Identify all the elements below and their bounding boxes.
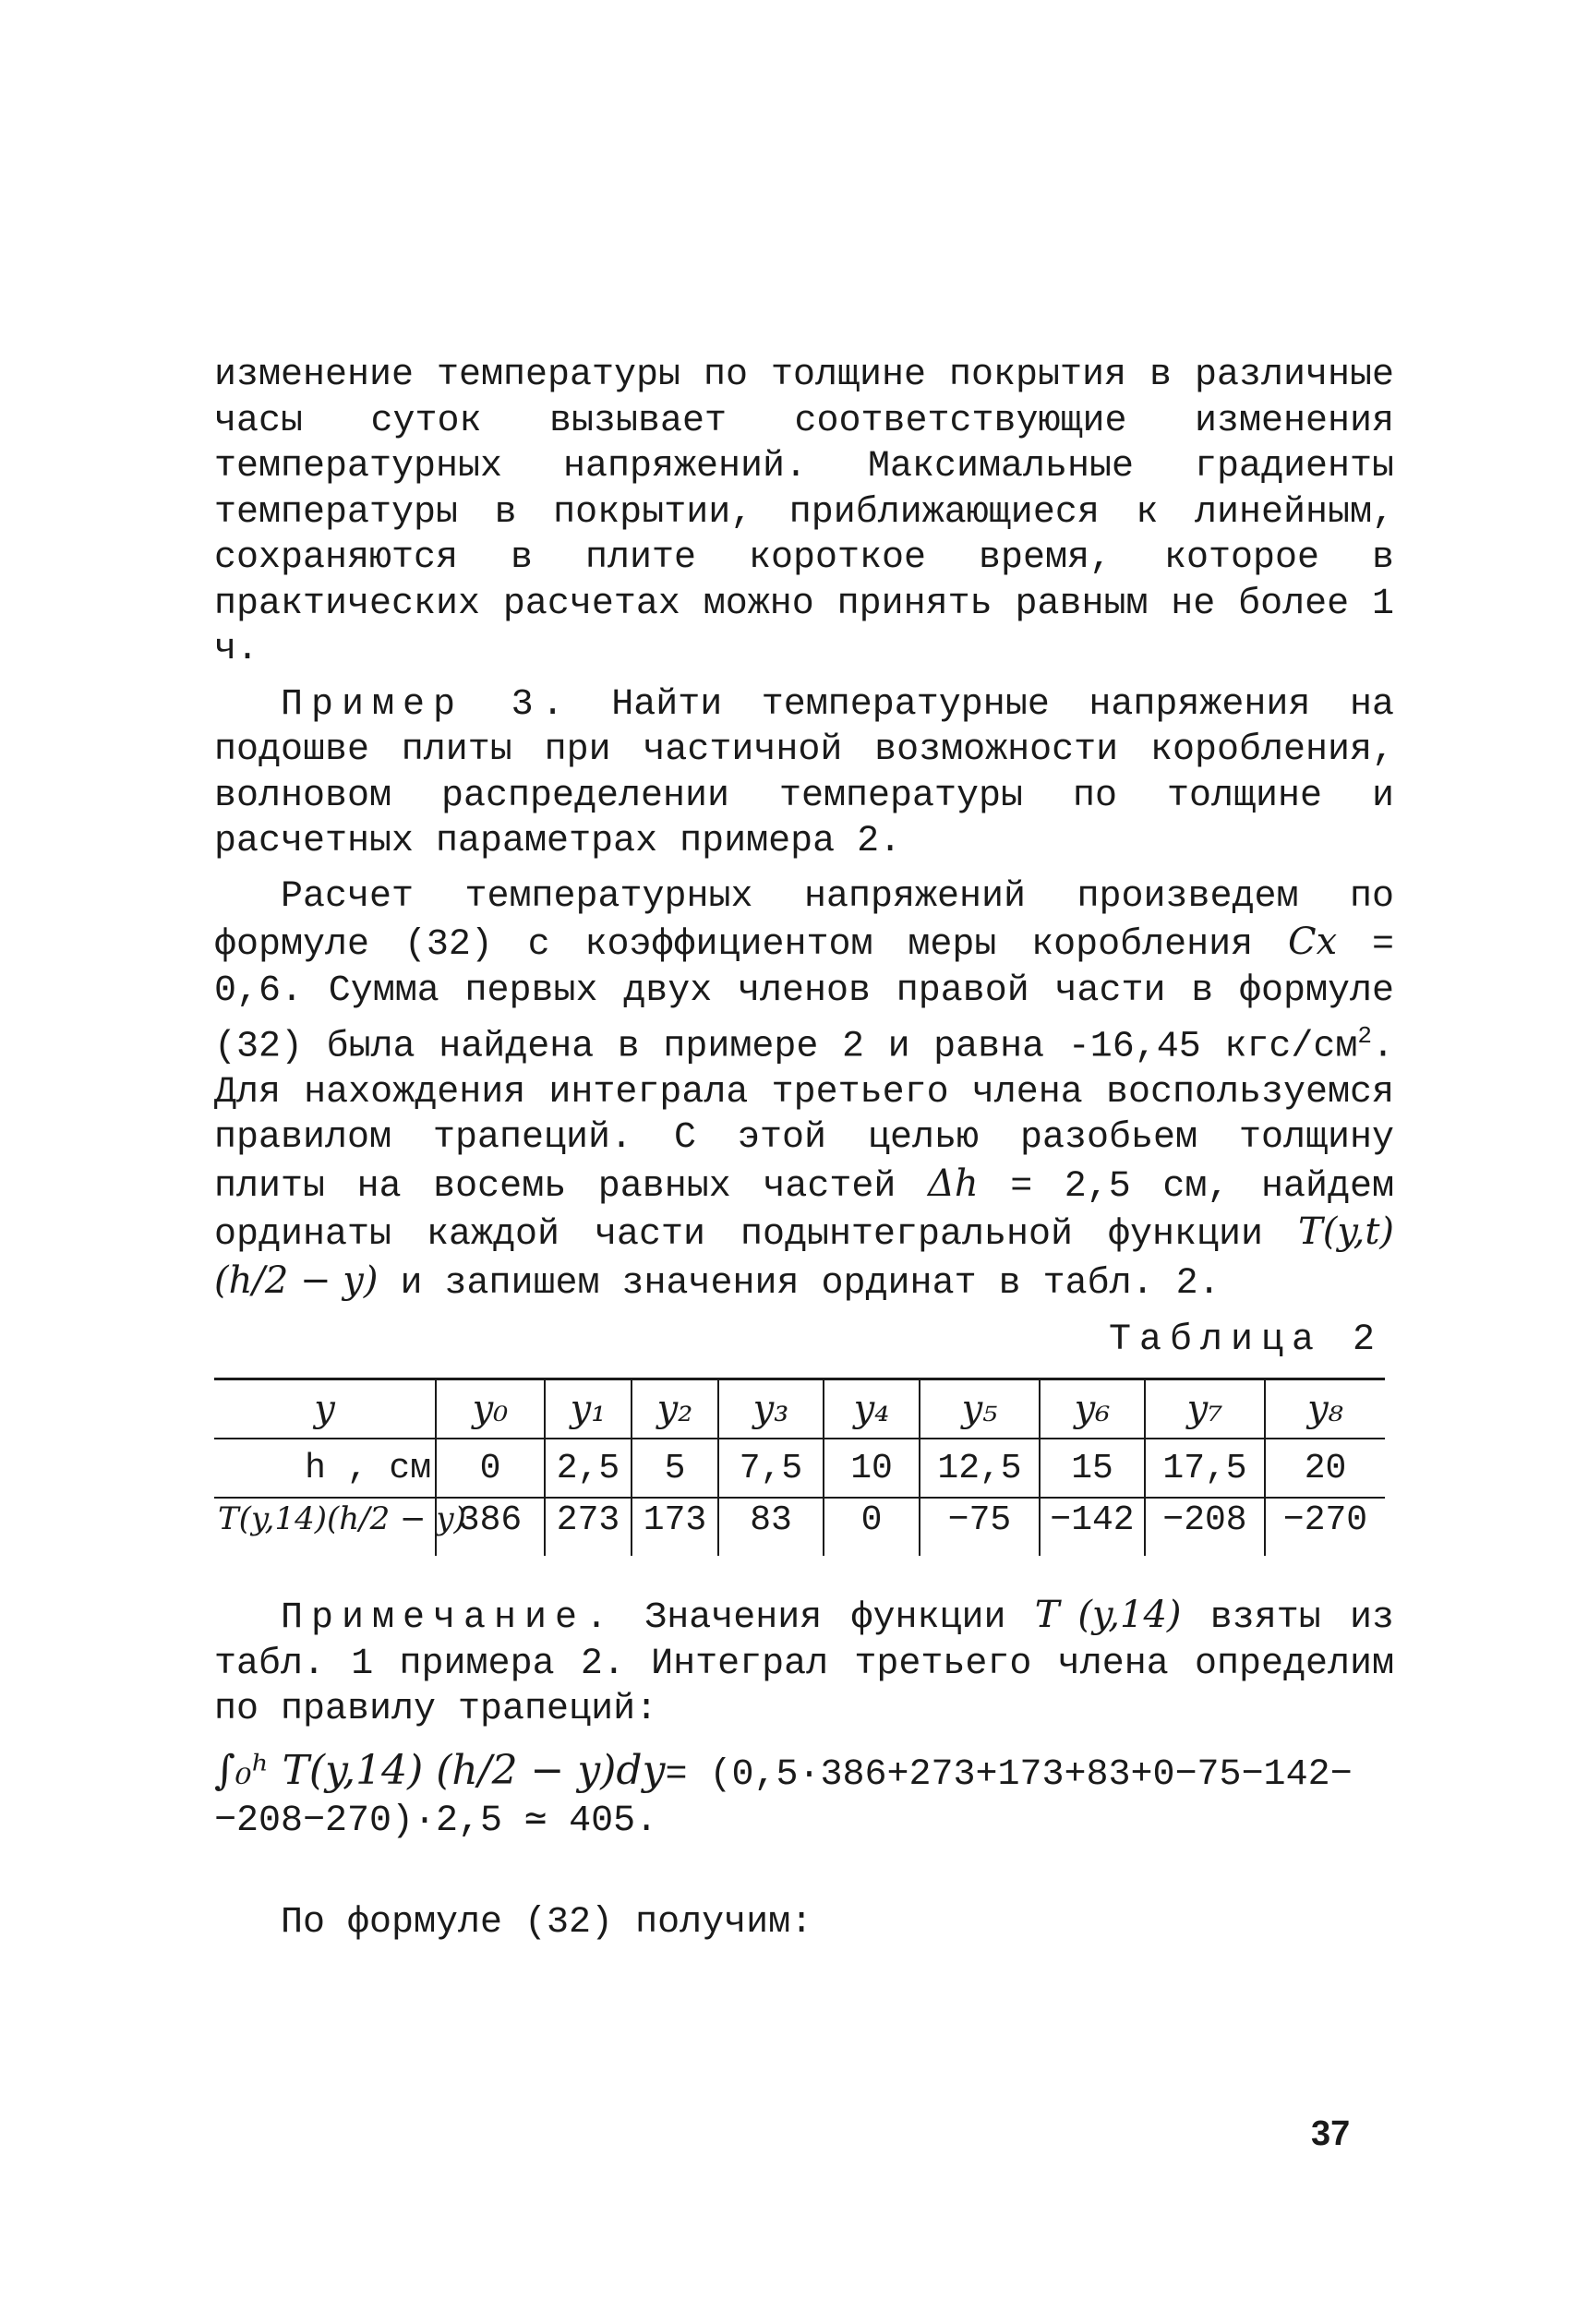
table-header-row bbox=[214, 1379, 1385, 1439]
table-cell: 5 bbox=[632, 1439, 718, 1498]
unit-superscript: 2 bbox=[1357, 1022, 1372, 1050]
table-header-cell: y₄ bbox=[824, 1379, 920, 1439]
table-cell: 0 bbox=[436, 1439, 545, 1498]
note-text-b: взяты из табл. 1 примера 2. Интеграл третьего члена определим по правилу трапеций: bbox=[214, 1597, 1395, 1731]
table-row-function bbox=[214, 1498, 1385, 1556]
table-cell: 15 bbox=[1040, 1439, 1145, 1498]
table-cell: 2,5 bbox=[545, 1439, 632, 1498]
table-header-cell: y₁ bbox=[545, 1379, 632, 1439]
paragraph-example-3 bbox=[214, 682, 1394, 865]
table-header-cell: y₅ bbox=[920, 1379, 1040, 1439]
row-label-h: h , см bbox=[214, 1439, 436, 1498]
table-header-cell: y₀ bbox=[436, 1379, 545, 1439]
example-label: Пример 3. bbox=[281, 683, 572, 726]
note-label: Примечание. bbox=[281, 1597, 617, 1640]
table-cell: 386 bbox=[436, 1498, 545, 1556]
table-cell: 0 bbox=[824, 1498, 920, 1556]
table-header-cell: y₇ bbox=[1145, 1379, 1265, 1439]
paragraph-intro: изменение температуры по толщине покрытия в различные часы суток вызывает соответствующие изменения температурных напряжений. Максимальные градиенты температуры в покрытии, приближающиеся к линейным, сохраняются в плите короткое время, которое в практических расчетах можно принять равным не более 1 ч. bbox=[214, 355, 1394, 670]
paragraph-closing: По формуле (32) получим: bbox=[281, 1901, 813, 1944]
table-header-cell: y₈ bbox=[1265, 1379, 1385, 1439]
table-row-h bbox=[214, 1439, 1385, 1498]
ordinates-table bbox=[214, 1378, 1385, 1556]
table-cell: 173 bbox=[632, 1498, 718, 1556]
table-caption: Таблица 2 bbox=[1108, 1319, 1383, 1362]
paragraph-note bbox=[214, 1593, 1394, 1733]
table-header-cell: y₆ bbox=[1040, 1379, 1145, 1439]
row-label-function: T(y,14)(h/2 − y) bbox=[214, 1498, 436, 1556]
page-number: 37 bbox=[1311, 2114, 1351, 2153]
table-cell: 273 bbox=[545, 1498, 632, 1556]
table-header-label: y bbox=[214, 1379, 436, 1439]
coefficient-cx: Cx bbox=[1288, 921, 1338, 963]
note-function: T (y,14) bbox=[1034, 1594, 1182, 1637]
table-cell: −75 bbox=[920, 1498, 1040, 1556]
table-cell: −208 bbox=[1145, 1498, 1265, 1556]
table-header-cell: y₃ bbox=[718, 1379, 824, 1439]
integral-line-1 bbox=[214, 1748, 1394, 1799]
table-cell: 12,5 bbox=[920, 1439, 1040, 1498]
calc-text-c: . Для нахождения интеграла третьего члена воспользуемся правилом трапеций. С этой целью разобьем толщину плиты на восемь равных частей bbox=[214, 1026, 1394, 1208]
note-text-a: Значения функции bbox=[644, 1597, 1006, 1640]
table-cell: −142 bbox=[1040, 1498, 1145, 1556]
table-cell: 20 bbox=[1265, 1439, 1385, 1498]
table-cell: 83 bbox=[718, 1498, 824, 1556]
integral-line-2: −208−270)·2,5 ≃ 405. bbox=[214, 1800, 658, 1842]
integral-lhs: ∫₀ʰ T(y,14) (h/2 − y)dy bbox=[214, 1746, 666, 1794]
table-cell: 17,5 bbox=[1145, 1439, 1265, 1498]
calc-text-a: Расчет температурных напряжений произведем по формуле (32) с коэффициентом меры коробления bbox=[214, 875, 1394, 966]
table-cell: 10 bbox=[824, 1439, 920, 1498]
table-cell: 7,5 bbox=[718, 1439, 824, 1498]
integral-rhs: = (0,5·386+273+173+83+0−75−142− bbox=[665, 1753, 1353, 1796]
calc-text-e: и запишем значения ординат в табл. 2. bbox=[400, 1262, 1221, 1305]
table-header-cell: y₂ bbox=[632, 1379, 718, 1439]
page-content bbox=[214, 353, 1394, 1945]
integrand-function: T(y,t)(h/2 − y) bbox=[214, 1210, 1394, 1302]
calc-text-d: = 2,5 см, найдем ординаты каждой части подынтегральной функции bbox=[214, 1165, 1394, 1257]
paragraph-calculation bbox=[214, 874, 1394, 1307]
delta-h: Δh bbox=[927, 1162, 979, 1205]
integral-formula bbox=[214, 1748, 1394, 1845]
calc-text-b: = 0,6. Сумма первых двух членов правой части в формуле (32) была найдена в примере 2 и равна -16,45 кгс/см bbox=[214, 924, 1394, 1068]
table-cell: −270 bbox=[1265, 1498, 1385, 1556]
example-text: Найти температурные напряжения на подошве плиты при частичной возможности коробления, волновом распределении температуры по толщине и расчетных параметрах примера 2. bbox=[214, 683, 1394, 862]
